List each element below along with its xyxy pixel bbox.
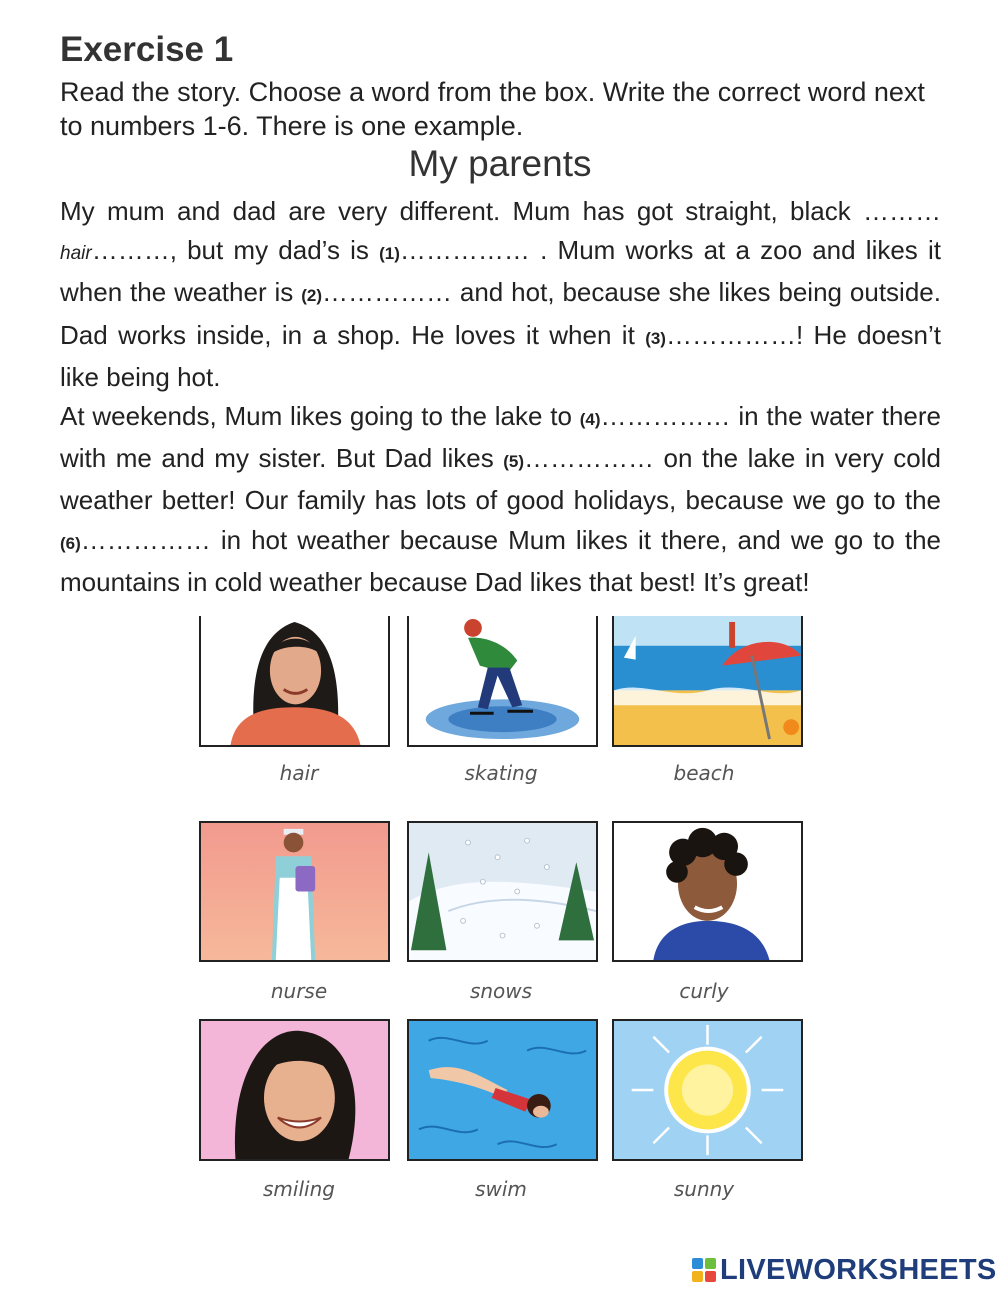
swimmer-icon [407,1019,598,1161]
exercise-instructions: Read the story. Choose a word from the box. Write the correct word next to numbers 1-6. There is one example. [60,77,925,141]
liveworksheets-logo [692,1253,997,1287]
example-answer: ………hair……… [60,196,941,266]
word-label-snows: snows [469,979,533,1003]
gap-number-4: (4) [579,410,601,430]
answer-gap-5[interactable]: …………… [524,443,655,474]
smiling-woman-icon [199,1019,390,1161]
word-label-swim: swim [475,1177,527,1201]
gap-number-1: (1) [379,244,400,264]
curly-hair-man-icon [612,821,803,962]
word-label-skating: skating [464,761,538,785]
logo-mark-icon [692,1258,716,1282]
story-paragraph-1: My mum and dad are very different. Mum has got straight, black ………hair………, but my dad’s is (1)…………… . Mum works at a zoo and likes it when the weather is (2)…………… and hot, because she likes being outside. Dad works inside, in a shop. He loves it when it (3)……………! He doesn’t like being hot. [60,196,942,392]
answer-gap-4[interactable]: …………… [600,401,731,432]
gap-number-5: (5) [503,452,525,472]
woman-long-hair-icon [199,616,390,747]
snowy-landscape-icon [407,821,598,962]
gap-number-6: (6) [60,533,81,553]
answer-gap-2[interactable]: …………… [321,277,452,308]
story-text [60,192,941,602]
answer-gap-1[interactable]: …………… [399,235,530,266]
story-paragraph-2: At weekends, Mum likes going to the lake to (4)…………… in the water there with me and my sister. But Dad likes (5)…………… on the lake in very cold weather better! Our family has lots of good holidays, because we go to the (6)…………… in hot weather because Mum likes it there, and we go to the mountains in cold weather because Dad likes that best! It’s great! [60,401,941,597]
word-label-curly: curly [679,979,729,1003]
gap-number-3: (3) [645,328,666,348]
beach-umbrella-icon [612,616,803,747]
sun-icon [612,1019,803,1161]
word-label-sunny: sunny [673,1177,735,1201]
ice-skater-icon [407,616,598,747]
exercise-title: Exercise 1 [60,30,234,69]
story-title: My parents [408,143,592,184]
word-label-beach: beach [673,761,735,785]
word-label-hair: hair [279,761,319,785]
answer-gap-6[interactable]: …………… [80,524,211,555]
word-label-nurse: nurse [270,979,328,1003]
logo-text: LIVEWORKSHEETS [720,1253,997,1286]
gap-number-2: (2) [301,286,322,306]
nurse-icon [199,821,390,962]
word-label-smiling: smiling [263,1177,335,1201]
answer-gap-3[interactable]: …………… [665,319,796,350]
